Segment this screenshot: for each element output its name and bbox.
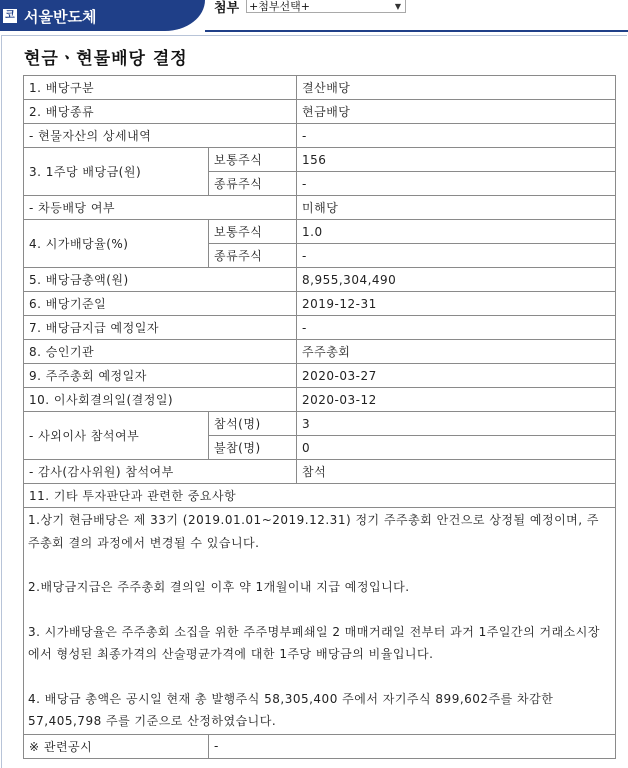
table-row [24, 268, 616, 292]
row-label: - 차등배당 여부 [24, 196, 297, 220]
row-value: - [297, 316, 616, 340]
row-label: 3. 1주당 배당금(원) [24, 148, 209, 196]
table-row [24, 734, 616, 758]
table-row [24, 100, 616, 124]
note-paragraph: 2.배당금지급은 주주총회 결의일 이후 약 1개월이내 지급 예정입니다. [28, 580, 410, 594]
row-label: 8. 승인기관 [24, 340, 297, 364]
note-paragraph: 3. 시가배당율은 주주총회 소집을 위한 주주명부폐쇄일 2 매매거래일 전부터 과거 1주일간의 거래소시장에서 형성된 최종가격의 산술평균가격에 대한 1주당 배당금의 비율입니다. [28, 624, 600, 661]
row-label: 4. 시가배당율(%) [24, 220, 209, 268]
row-label: - 감사(감사위원) 참석여부 [24, 460, 297, 484]
row-sublabel: 불참(명) [209, 436, 297, 460]
row-value: 8,955,304,490 [297, 268, 616, 292]
market-badge-icon: 코 [3, 9, 17, 23]
table-row [24, 340, 616, 364]
row-label: 1. 배당구분 [24, 76, 297, 100]
document-title: 현금ㆍ현물배당 결정 [24, 49, 188, 69]
row-label: 11. 기타 투자판단과 관련한 중요사항 [24, 484, 616, 508]
company-tab[interactable] [0, 0, 205, 31]
top-bar [0, 0, 628, 32]
row-value: 결산배당 [297, 76, 616, 100]
disclosure-table [23, 75, 616, 759]
attachment-select-value: +첨부선택+ [249, 0, 310, 13]
table-row [24, 508, 616, 735]
table-row [24, 220, 616, 244]
row-value: 1.0 [297, 220, 616, 244]
row-value: - [297, 124, 616, 148]
attachment-select[interactable] [246, 0, 406, 13]
related-disclosure-label: ※ 관련공시 [24, 734, 209, 758]
row-label: - 현물자산의 상세내역 [24, 124, 297, 148]
table-row [24, 460, 616, 484]
row-label: 2. 배당종류 [24, 100, 297, 124]
table-row [24, 124, 616, 148]
row-sublabel: 종류주식 [209, 244, 297, 268]
row-label: 10. 이사회결의일(결정일) [24, 388, 297, 412]
row-sublabel: 참석(명) [209, 412, 297, 436]
row-label: 9. 주주총회 예정일자 [24, 364, 297, 388]
table-row [24, 364, 616, 388]
table-row [24, 76, 616, 100]
row-value: 156 [297, 148, 616, 172]
row-label: 5. 배당금총액(원) [24, 268, 297, 292]
notes-cell [24, 508, 616, 735]
row-value: 3 [297, 412, 616, 436]
row-sublabel: 종류주식 [209, 172, 297, 196]
table-row [24, 148, 616, 172]
row-sublabel: 보통주식 [209, 220, 297, 244]
row-sublabel: 보통주식 [209, 148, 297, 172]
related-disclosure-value: - [209, 734, 616, 758]
header-divider [205, 30, 628, 32]
row-value: 2020-03-12 [297, 388, 616, 412]
row-value: 주주총회 [297, 340, 616, 364]
note-paragraph: 1.상기 현금배당은 제 33기 (2019.01.01~2019.12.31) 정기 주주총회 안건으로 상정될 예정이며, 주주총회 결의 과정에서 변경될 수 있습니다. [28, 513, 599, 550]
row-value: 0 [297, 436, 616, 460]
table-row [24, 316, 616, 340]
table-row [24, 412, 616, 436]
row-label: - 사외이사 참석여부 [24, 412, 209, 460]
note-paragraph: 4. 배당금 총액은 공시일 현재 총 발행주식 58,305,400 주에서 자기주식 899,602주를 차감한 57,405,798 주를 기준으로 산정하였습니다. [28, 691, 554, 728]
company-name: 서울반도체 [24, 8, 97, 26]
row-value: 2020-03-27 [297, 364, 616, 388]
table-row [24, 196, 616, 220]
row-value: 2019-12-31 [297, 292, 616, 316]
row-label: 6. 배당기준일 [24, 292, 297, 316]
dropdown-arrow-icon: ▼ [394, 2, 401, 11]
row-value: - [297, 244, 616, 268]
table-row [24, 292, 616, 316]
row-value: - [297, 172, 616, 196]
table-row [24, 484, 616, 508]
attachment-label: 첨부 [214, 1, 240, 16]
row-value: 참석 [297, 460, 616, 484]
table-row [24, 388, 616, 412]
row-value: 현금배당 [297, 100, 616, 124]
row-value: 미해당 [297, 196, 616, 220]
row-label: 7. 배당금지급 예정일자 [24, 316, 297, 340]
